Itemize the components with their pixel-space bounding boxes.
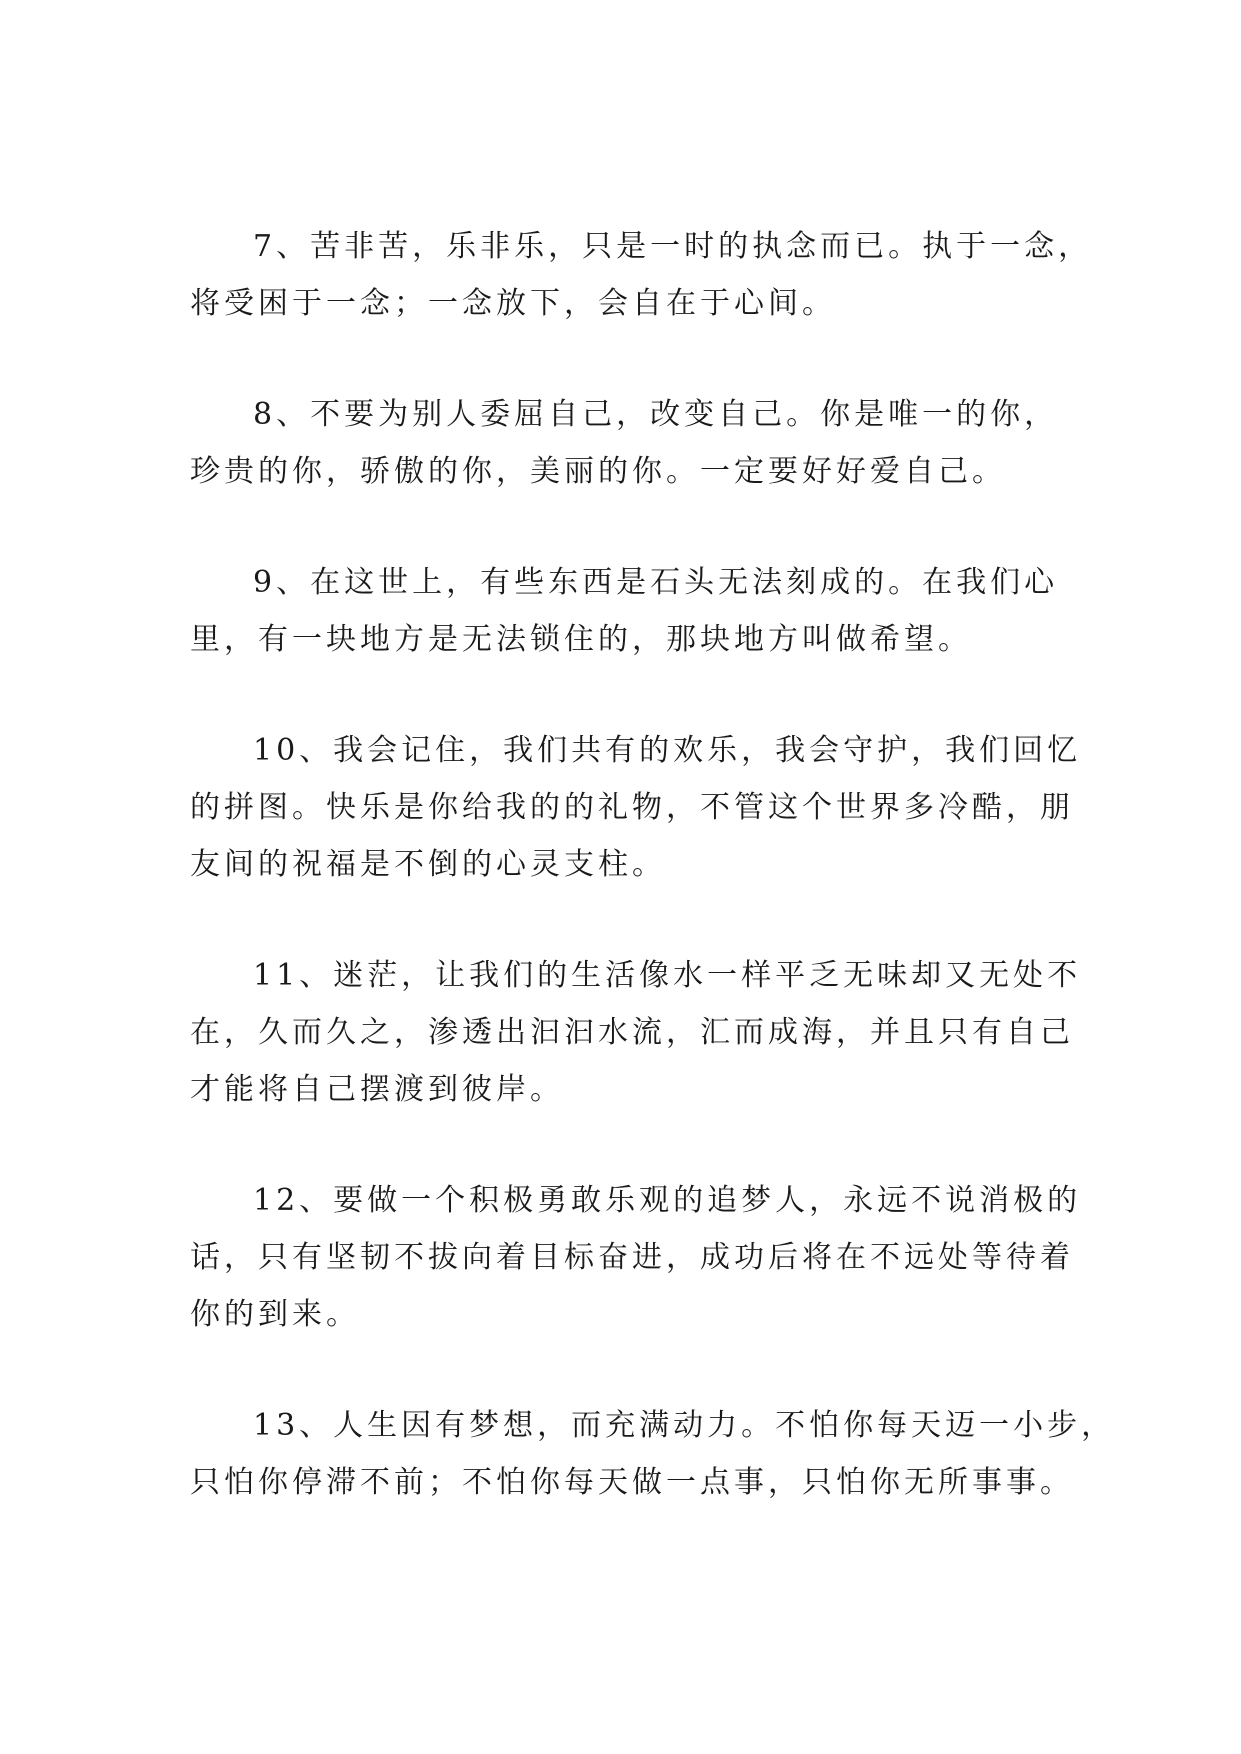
paragraph-8 [190, 386, 1090, 500]
paragraph-line: 在，久而久之，渗透出汩汩水流，汇而成海，并且只有自己 [190, 1015, 1074, 1050]
paragraph-11 [190, 947, 1090, 1118]
paragraph-12 [190, 1172, 1090, 1343]
paragraph-9 [190, 554, 1090, 668]
paragraph-line: 7、苦非苦，乐非乐，只是一时的执念而已。执于一念， [253, 229, 1093, 264]
paragraph-10 [190, 722, 1090, 893]
paragraph-line: 的拼图。快乐是你给我的的礼物，不管这个世界多冷酷，朋 [190, 790, 1074, 825]
paragraph-line: 话，只有坚韧不拔向着目标奋进，成功后将在不远处等待着 [190, 1240, 1074, 1275]
paragraph-line: 里，有一块地方是无法锁住的，那块地方叫做希望。 [190, 622, 972, 657]
paragraph-line: 8、不要为别人委屈自己，改变自己。你是唯一的你， [253, 397, 1059, 432]
paragraph-13 [190, 1397, 1116, 1511]
paragraph-line: 11、迷茫，让我们的生活像水一样平乏无味却又无处不 [253, 958, 1082, 993]
paragraph-line: 只怕你停滞不前；不怕你每天做一点事，只怕你无所事事。 [190, 1465, 1074, 1500]
paragraph-line: 将受困于一念；一念放下，会自在于心间。 [190, 286, 836, 321]
paragraph-line: 9、在这世上，有些东西是石头无法刻成的。在我们心 [253, 565, 1059, 600]
paragraph-7 [190, 218, 1093, 332]
paragraph-line: 珍贵的你，骄傲的你，美丽的你。一定要好好爱自己。 [190, 454, 1006, 489]
paragraph-line: 友间的祝福是不倒的心灵支柱。 [190, 847, 666, 882]
document-body [190, 218, 1116, 1565]
paragraph-line: 13、人生因有梦想，而充满动力。不怕你每天迈一小步， [253, 1408, 1116, 1443]
paragraph-line: 才能将自己摆渡到彼岸。 [190, 1072, 564, 1107]
paragraph-line: 10、我会记住，我们共有的欢乐，我会守护，我们回忆 [253, 733, 1082, 768]
paragraph-line: 你的到来。 [190, 1297, 360, 1332]
paragraph-line: 12、要做一个积极勇敢乐观的追梦人，永远不说消极的 [253, 1183, 1082, 1218]
